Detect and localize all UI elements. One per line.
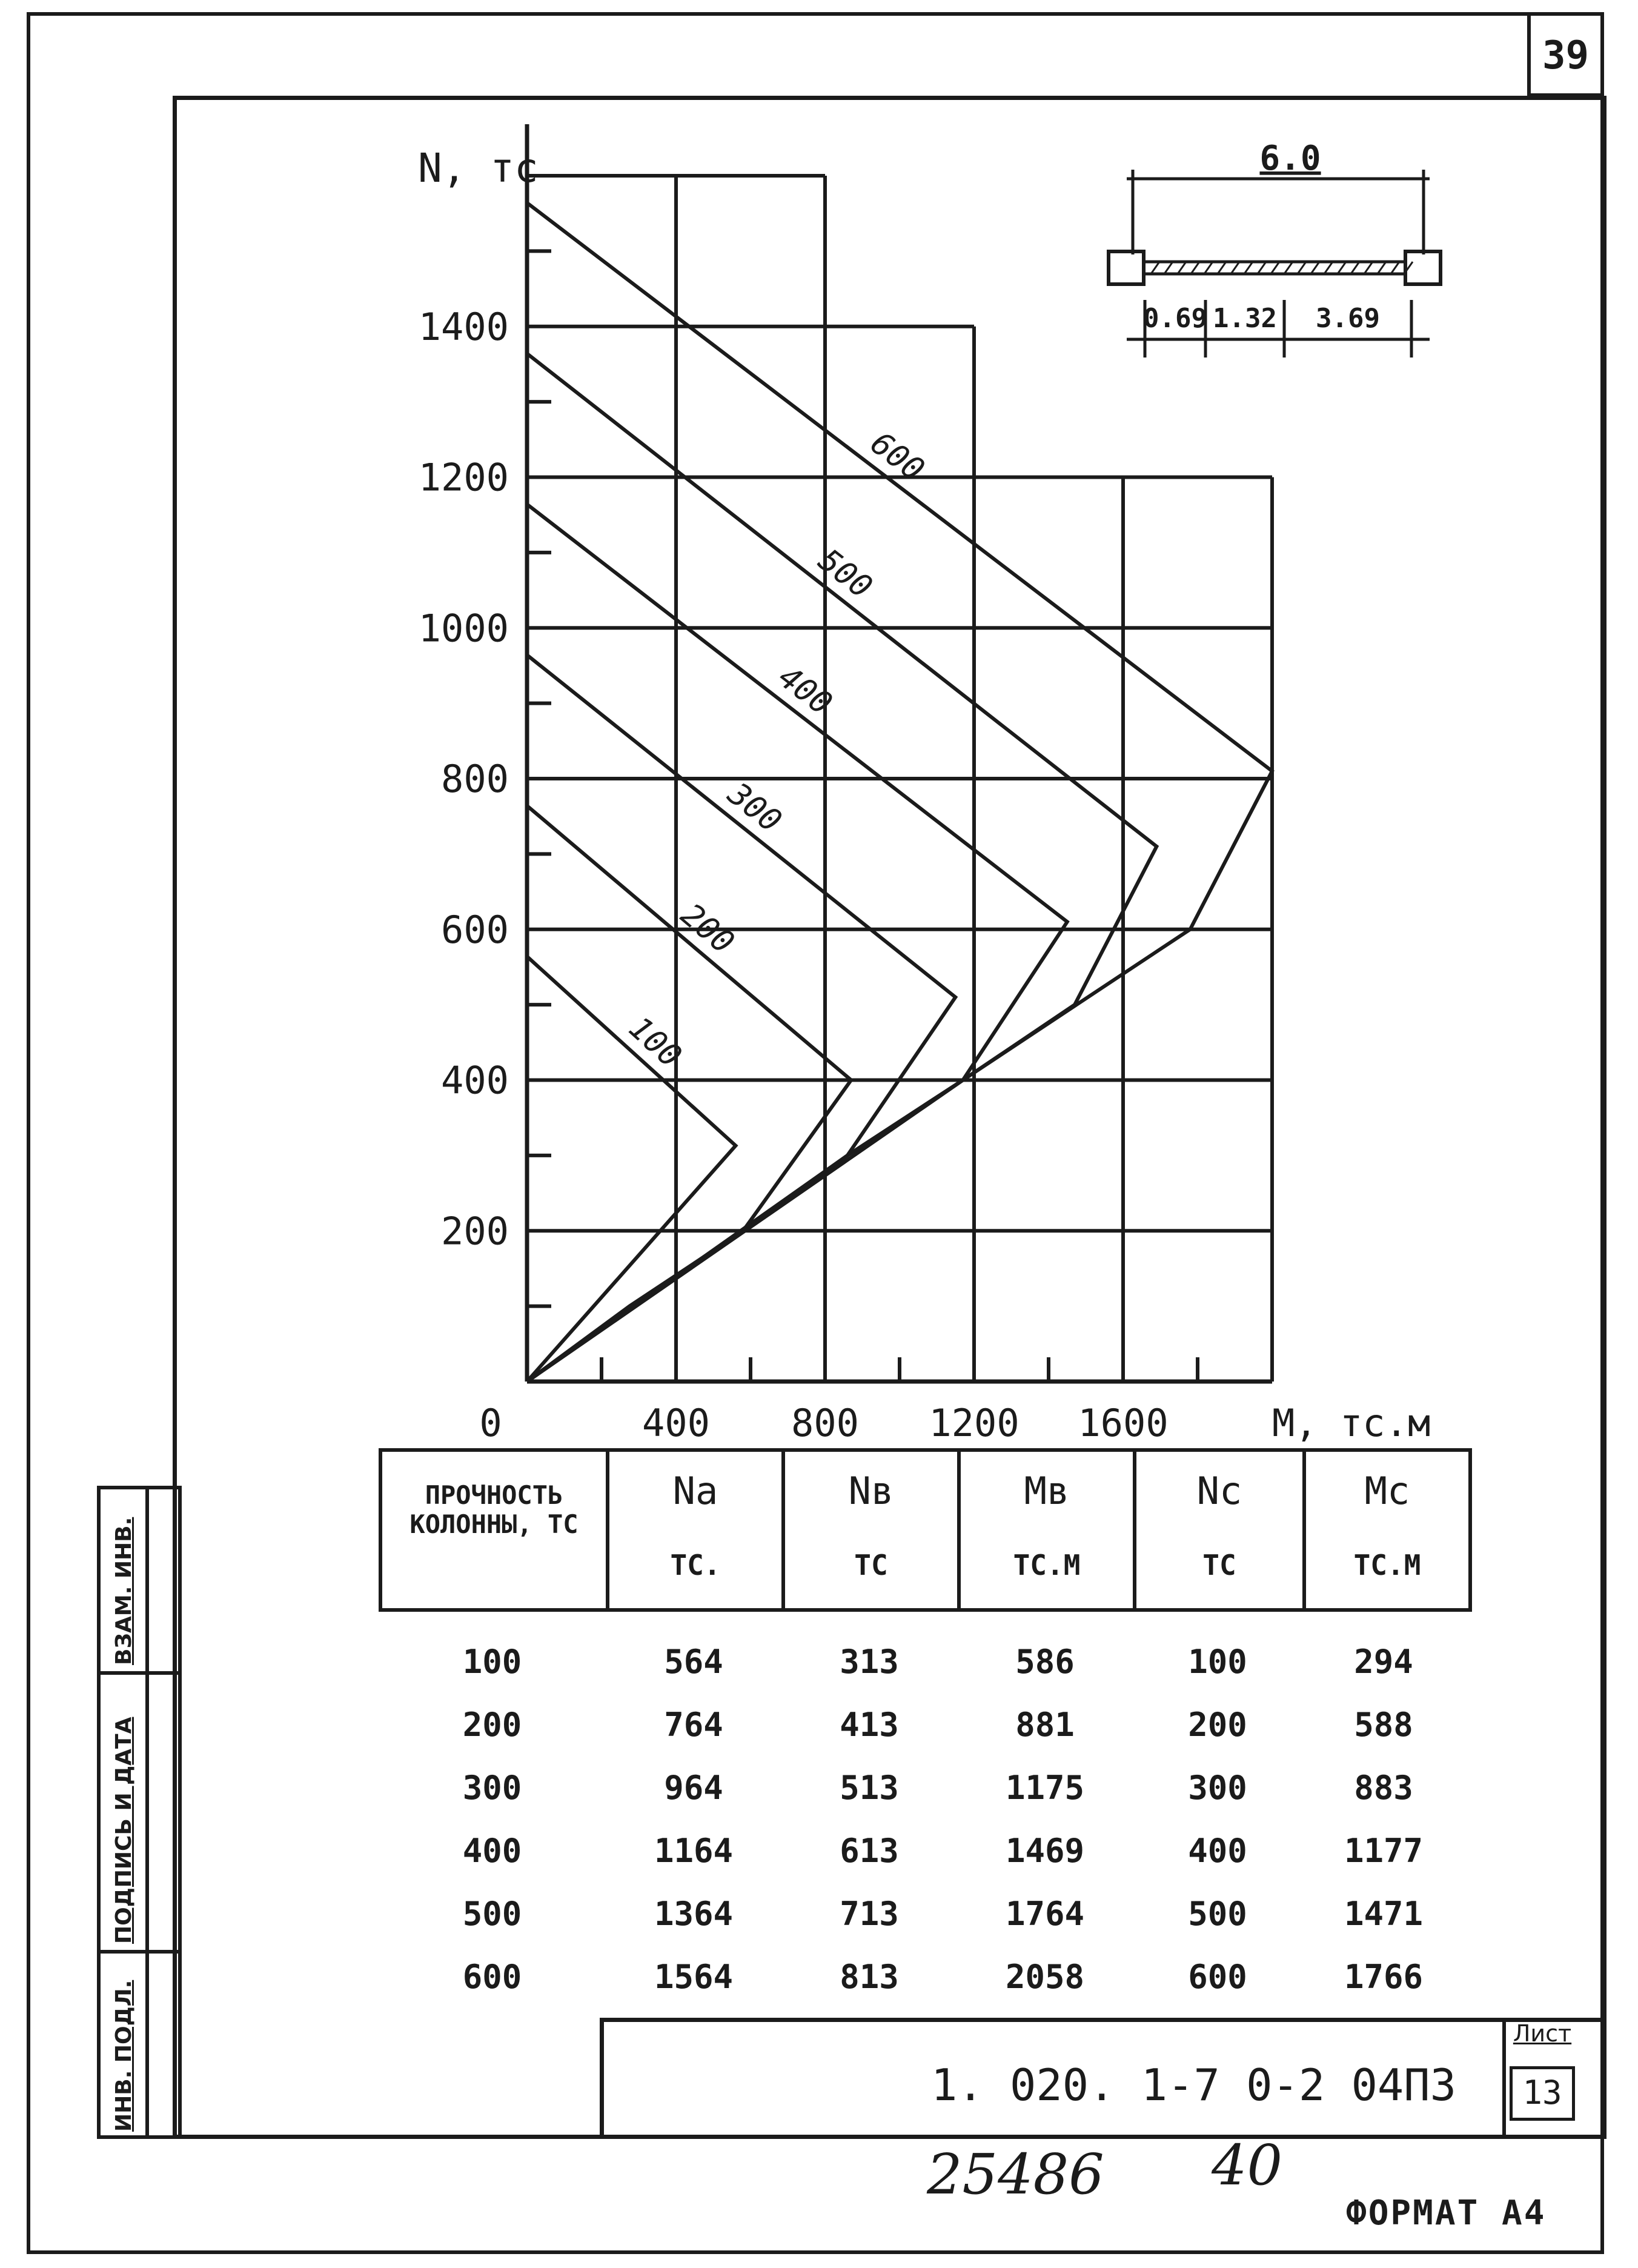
- table-cell: 400: [462, 1831, 522, 1870]
- table-cell: 600: [462, 1957, 522, 1996]
- table-cell: 300: [1188, 1768, 1247, 1807]
- table-row: [379, 1756, 1472, 1819]
- sketch-segment-dim: 0.69: [1143, 303, 1207, 334]
- format-label: ФОРМАТ А4: [1346, 2193, 1547, 2233]
- table-cell: 313: [840, 1642, 899, 1681]
- header-strength: [382, 1452, 609, 1608]
- table-body: [379, 1630, 1472, 2008]
- sketch-overall-dim: 6.0: [1259, 139, 1321, 178]
- sketch-hatch: [1151, 262, 1159, 274]
- header-unit: ТС.М: [1353, 1549, 1421, 1581]
- sketch-hatch: [1204, 262, 1213, 274]
- series-line-400: [527, 504, 1067, 1382]
- header-unit: ТС.М: [1013, 1549, 1081, 1581]
- table-cell: 764: [664, 1705, 723, 1744]
- sketch-hatch: [1324, 262, 1333, 274]
- stamp-label-signature-date: ПОДПИСЬ И ДАТА: [111, 1717, 136, 1944]
- y-tick-label: 400: [441, 1058, 509, 1103]
- table-cell: 1764: [1005, 1894, 1085, 1933]
- sketch-hatch: [1258, 262, 1266, 274]
- sketch-hatch: [1244, 262, 1253, 274]
- table-cell: 513: [840, 1768, 899, 1807]
- y-axis-title: N, тс: [418, 145, 539, 191]
- table-cell: 1471: [1344, 1894, 1424, 1933]
- table-header: [379, 1448, 1472, 1612]
- header-sym: Nc: [1196, 1469, 1242, 1513]
- sheet-number: 13: [1510, 2066, 1575, 2121]
- header-col-nc: [1136, 1452, 1306, 1608]
- table-cell: 1164: [654, 1831, 734, 1870]
- x-tick-label: 400: [642, 1401, 710, 1445]
- table-cell: 588: [1354, 1705, 1413, 1744]
- header-unit: ТС: [1202, 1549, 1236, 1581]
- table-cell: 613: [840, 1831, 899, 1870]
- sheet-corner-number: 39: [1527, 12, 1604, 97]
- x-axis-title: M, тс.м: [1272, 1401, 1431, 1445]
- sheet-number-box: [1502, 2018, 1579, 2139]
- sketch-hatch: [1351, 262, 1359, 274]
- y-tick-label: 1000: [418, 606, 509, 651]
- sketch-hatch: [1231, 262, 1239, 274]
- title-block: [600, 2018, 1605, 2139]
- handwritten-number: 25486: [927, 2142, 1104, 2207]
- y-tick-label: 1200: [418, 455, 509, 500]
- table-cell: 713: [840, 1894, 899, 1933]
- header-unit: ТС: [854, 1549, 888, 1581]
- sketch-column-right: [1405, 251, 1441, 284]
- table-cell: 500: [1188, 1894, 1247, 1933]
- table-cell: 413: [840, 1705, 899, 1744]
- x-tick-label: 1600: [1078, 1401, 1169, 1445]
- table-row: [379, 1693, 1472, 1756]
- chart-grid: [527, 176, 1272, 1382]
- sketch-hatch: [1164, 262, 1173, 274]
- series-label: 200: [674, 896, 741, 962]
- section-sketch: [1109, 139, 1441, 357]
- series-line-100: [527, 957, 735, 1382]
- stamp-label-inv-podl: ИНВ. ПОДЛ.: [111, 1980, 136, 2132]
- x-tick-label: 1200: [929, 1401, 1020, 1445]
- table-cell: 964: [664, 1768, 723, 1807]
- sketch-segment-dim: 1.32: [1213, 303, 1277, 334]
- table-cell: 881: [1015, 1705, 1075, 1744]
- table-cell: 100: [462, 1642, 522, 1681]
- table-cell: 500: [462, 1894, 522, 1933]
- sketch-segment-dim: 3.69: [1316, 303, 1380, 334]
- table-cell: 883: [1354, 1768, 1413, 1807]
- table-cell: 300: [462, 1768, 522, 1807]
- table-cell: 2058: [1005, 1957, 1085, 1996]
- header-unit: ТС.: [670, 1549, 721, 1581]
- y-tick-label: 200: [441, 1209, 509, 1254]
- header-col-mb: [961, 1452, 1136, 1608]
- series-line-500: [527, 354, 1156, 1382]
- table-cell: 200: [462, 1705, 522, 1744]
- origin-label: 0: [479, 1401, 502, 1445]
- table-cell: 564: [664, 1642, 723, 1681]
- sketch-hatch: [1284, 262, 1293, 274]
- table-cell: 813: [840, 1957, 899, 1996]
- header-sym: Nв: [848, 1469, 894, 1513]
- table-cell: 1364: [654, 1894, 734, 1933]
- y-tick-label: 600: [441, 907, 509, 952]
- header-col-na: [609, 1452, 785, 1608]
- sketch-hatch: [1218, 262, 1226, 274]
- table-cell: 100: [1188, 1642, 1247, 1681]
- table-row: [379, 1882, 1472, 1945]
- header-sym: Mв: [1024, 1469, 1070, 1513]
- x-tick-label: 800: [791, 1401, 859, 1445]
- table-cell: 1177: [1344, 1831, 1424, 1870]
- stamp-label-vzam-inv: ВЗАМ. ИНВ.: [111, 1517, 136, 1665]
- series-line-200: [527, 806, 851, 1382]
- chart-series: [527, 203, 1272, 1382]
- sketch-column-left: [1109, 251, 1144, 284]
- table-row: [379, 1945, 1472, 2008]
- header-sym: Mc: [1364, 1469, 1410, 1513]
- y-tick-label: 1400: [418, 304, 509, 349]
- sketch-hatch: [1338, 262, 1346, 274]
- table-cell: 200: [1188, 1705, 1247, 1744]
- table-cell: 1564: [654, 1957, 734, 1996]
- series-label: 300: [721, 776, 788, 840]
- table-row: [379, 1819, 1472, 1882]
- series-label: 500: [811, 542, 879, 606]
- table-cell: 600: [1188, 1957, 1247, 1996]
- table-row: [379, 1630, 1472, 1693]
- header-sym: Na: [672, 1469, 718, 1513]
- header-col-nb: [785, 1452, 961, 1608]
- table-cell: 1175: [1005, 1768, 1085, 1807]
- sketch-hatch: [1191, 262, 1199, 274]
- table-cell: 1766: [1344, 1957, 1424, 1996]
- table-cell: 294: [1354, 1642, 1413, 1681]
- sketch-hatch: [1298, 262, 1306, 274]
- series-label: 400: [771, 659, 839, 723]
- series-label: 100: [622, 1009, 689, 1075]
- sheet-label: Лист: [1513, 2020, 1572, 2047]
- header-strength-title: ПРОЧНОСТЬ КОЛОННЫ, ТС: [409, 1480, 579, 1539]
- sketch-hatch: [1364, 262, 1373, 274]
- sketch-hatch: [1378, 262, 1386, 274]
- table-cell: 586: [1015, 1642, 1075, 1681]
- header-col-mc: [1306, 1452, 1468, 1608]
- series-label: 600: [863, 425, 931, 489]
- table-cell: 400: [1188, 1831, 1247, 1870]
- sketch-hatch: [1391, 262, 1399, 274]
- sketch-hatch: [1271, 262, 1279, 274]
- sketch-hatch: [1178, 262, 1186, 274]
- y-tick-label: 800: [441, 757, 509, 801]
- series-line-300: [527, 655, 955, 1382]
- document-code: 1. 020. 1-7 0-2 04ПЗ: [931, 2060, 1456, 2110]
- handwritten-number: 40: [1212, 2133, 1283, 2198]
- sketch-hatch: [1311, 262, 1319, 274]
- table-cell: 1469: [1005, 1831, 1085, 1870]
